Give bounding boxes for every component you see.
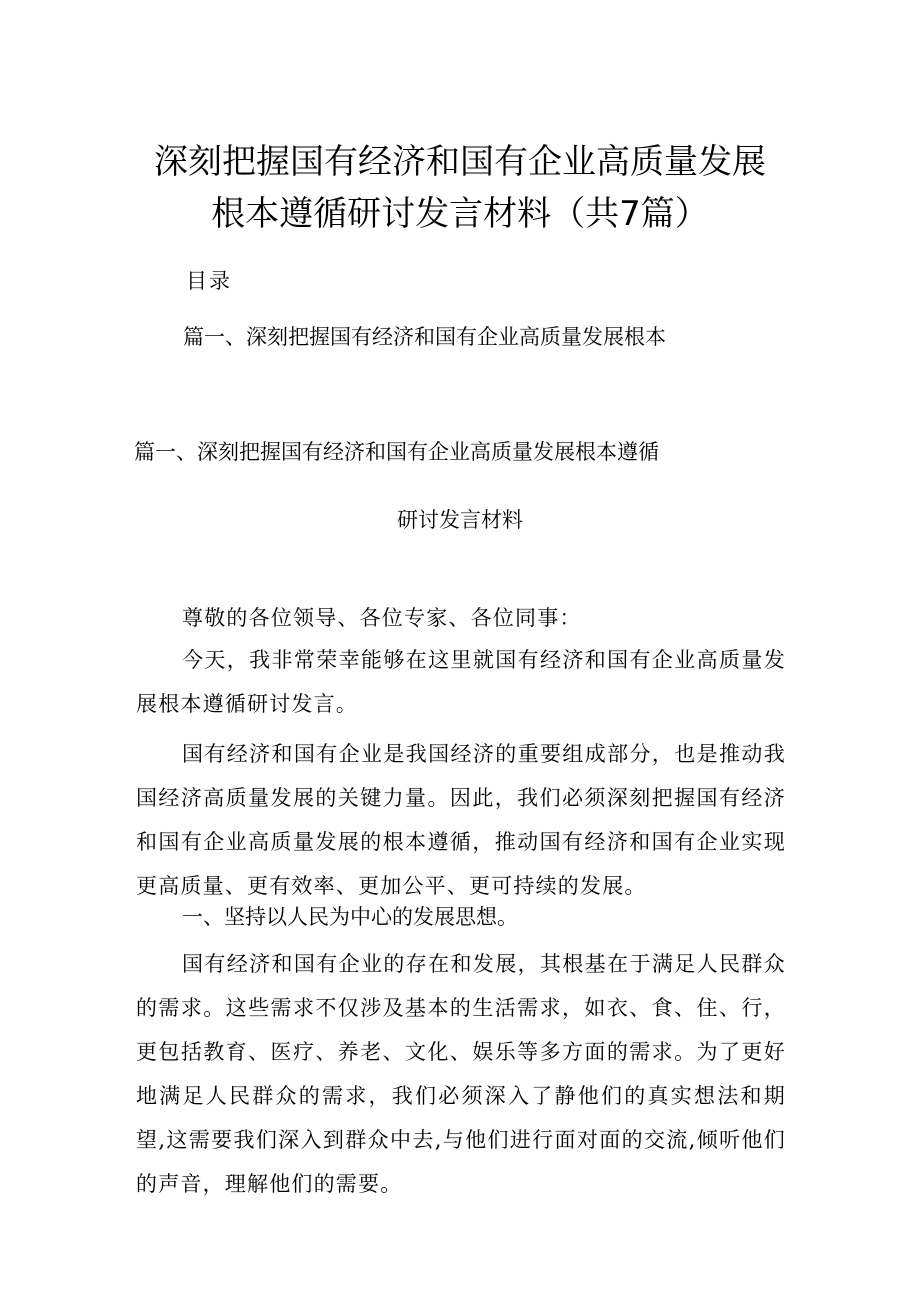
document-title-line1: 深刻把握国有经济和国有企业高质量发展 <box>154 142 766 182</box>
paragraph: 国有经济和国有企业的存在和发展，其根基在于满足人民群众的需求。这些需求不仅涉及基本的生活需求，如衣、食、住、行，更包括教育、医疗、养老、文化、娱乐等多方面的需求。为了更好地满足人民群众的需求，我们必须深入了静他们的真实想法和期望,这需要我们深入到群众中去,与他们进行面对面的交流,倾听他们的声音，理解他们的需要。 <box>136 952 786 1196</box>
section-heading: 一、坚持以人民为中心的发展思想。 <box>182 905 518 929</box>
greeting: 尊敬的各位领导、各位专家、各位同事： <box>182 606 582 630</box>
document-title-line2: 根本遵循研讨发言材料（共7篇） <box>211 194 709 234</box>
chapter-heading-line1: 篇一、深刻把握国有经济和国有企业高质量发展根本遵循 <box>134 440 659 464</box>
paragraph: 国有经济和国有企业是我国经济的重要组成部分，也是推动我国经济高质量发展的关键力量。因此，我们必须深刻把握国有经济和国有企业高质量发展的根本遵循，推动国有经济和国有企业实现更高质量、更有效率、更加公平、更可持续的发展。 <box>136 742 786 898</box>
toc-label: 目录 <box>186 269 232 293</box>
toc-item[interactable]: 篇一、深刻把握国有经济和国有企业高质量发展根本 <box>183 325 666 349</box>
paragraph: 今天，我非常荣幸能够在这里就国有经济和国有企业高质量发展根本遵循研讨发言。 <box>136 648 786 716</box>
chapter-heading-line2: 研讨发言材料 <box>397 508 523 532</box>
